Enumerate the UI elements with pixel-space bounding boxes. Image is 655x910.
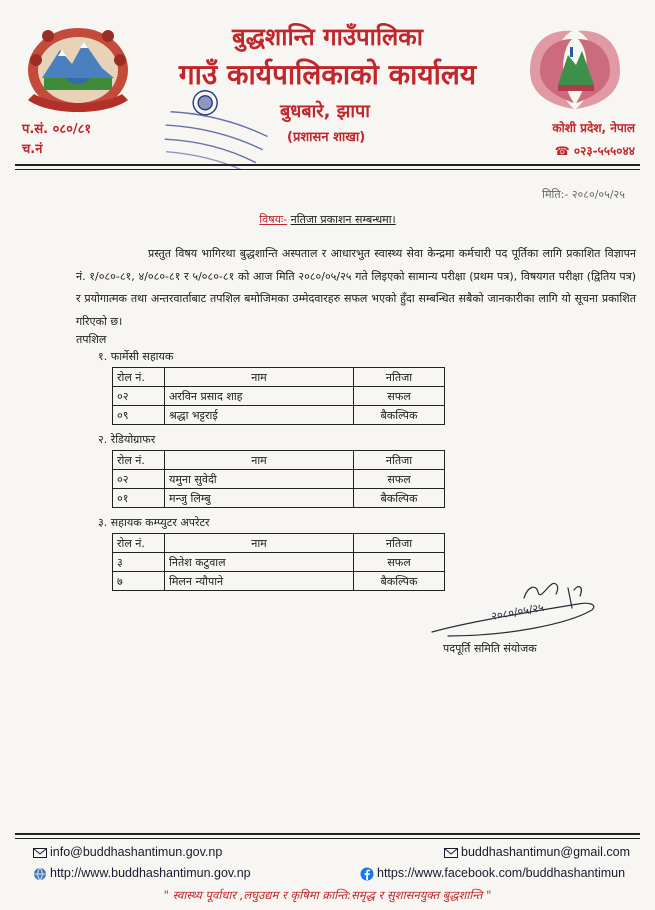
office-location: बुधबारे, झापा — [280, 101, 370, 122]
envelope-icon — [444, 848, 458, 858]
table-row — [113, 572, 445, 591]
office-name: गाउँ कार्यपालिकाको कार्यालय — [178, 58, 477, 91]
table-row — [113, 387, 445, 406]
column-header-roll: रोल नं. — [113, 534, 165, 553]
letter-date: मिति:- २०८०/०५/२५ — [542, 188, 625, 201]
name-cell: मिलन न्यौपाने — [165, 572, 354, 591]
column-header-result: नतिजा — [354, 368, 445, 387]
phone-number: ☎ ०२३-५५५०४४ — [554, 144, 635, 158]
reference-number: प.सं. ०८०/८१ — [22, 122, 92, 137]
table-row — [113, 470, 445, 489]
facebook-text: https://www.facebook.com/buddhashantimun — [377, 866, 626, 880]
body-paragraph: प्रस्तुत विषय भागिरथा बुद्धशान्ति अस्पताल र आधारभुत स्वास्थ्य सेवा केन्द्रमा कर्मचारी पद पूर्तिका लागि प्रकाशित विज्ञापन नं. १/०८०-८१, ४/०८०-८१ र ५/०८०-८१ को आज मिति २०८०/०५/२५ गते लिइएको सामान्य परीक्षा (प्रथम पत्र), विषयगत परीक्षा (द्वितिय पत्र) र प्रयोगात्मक तथा अन्तरवार्ताबाट तपशिल बमोजिमका उम्मेदवारहरु सफल भएको हुँदा सम्बन्धित सबैको जानकारीका लागि यो सूचना प्रकाशित गरिएको छ। — [76, 247, 636, 328]
official-email-text: info@buddhashantimun.gov.np — [50, 845, 223, 859]
name-cell: श्रद्धा भट्टराई — [165, 406, 354, 425]
roll-cell: ०२ — [113, 387, 165, 406]
subject-label: विषयः- — [259, 213, 288, 226]
column-header-name: नाम — [165, 368, 354, 387]
gmail-email[interactable] — [444, 845, 630, 859]
column-header-roll: रोल नं. — [113, 368, 165, 387]
results-table-computer-operator — [112, 533, 445, 591]
name-cell: नितेश कटुवाल — [165, 553, 354, 572]
results-table-pharmacy — [112, 367, 445, 425]
column-header-name: नाम — [165, 451, 354, 470]
footer-slogan: " स्वास्थ्य पूर्वाधार ,लघुउद्यम र कृषिमा क्रान्ति:समृद्ध र सुशासनयुक्त बुद्धशान्ति " — [163, 888, 492, 902]
name-cell: मन्जु लिम्बु — [165, 489, 354, 508]
signature-date: २०८०/०५/२५ — [490, 600, 545, 623]
subject-line — [0, 212, 655, 227]
website-text: http://www.buddhashantimun.gov.np — [50, 866, 251, 880]
table-header-row — [113, 534, 445, 553]
result-cell: बैकल्पिक — [354, 406, 445, 425]
column-header-roll: रोल नं. — [113, 451, 165, 470]
results-table-radiographer — [112, 450, 445, 508]
roll-cell: ३ — [113, 553, 165, 572]
header-divider — [15, 164, 640, 166]
branch-name: (प्रशासन शाखा) — [287, 130, 366, 145]
signatory-role: पदपूर्ति समिति संयोजक — [443, 642, 537, 655]
letter-body — [76, 243, 636, 333]
roll-cell: ०९ — [113, 406, 165, 425]
roll-cell: ०२ — [113, 470, 165, 489]
column-header-result: नतिजा — [354, 451, 445, 470]
table-row — [113, 553, 445, 572]
globe-icon — [33, 867, 47, 881]
facebook-icon — [360, 867, 374, 881]
office-seal-stamp — [158, 88, 278, 170]
result-cell: सफल — [354, 387, 445, 406]
column-header-result: नतिजा — [354, 534, 445, 553]
table-header-row — [113, 451, 445, 470]
facebook-link[interactable] — [360, 866, 625, 881]
handwritten-signature — [428, 578, 608, 640]
website-link[interactable] — [33, 866, 251, 881]
name-cell: अरविन प्रसाद शाह — [165, 387, 354, 406]
name-cell: यमुना सुवेदी — [165, 470, 354, 489]
result-cell: सफल — [354, 553, 445, 572]
municipality-logo — [520, 25, 630, 115]
section-heading-pharmacy: १. फार्मेसी सहायक — [98, 350, 174, 363]
section-heading-computer-operator: ३. सहायक कम्प्युटर अपरेटर — [98, 516, 210, 529]
subject-text: नतिजा प्रकाशन सम्बन्धमा। — [290, 213, 396, 226]
footer-divider-thin — [15, 838, 640, 839]
gmail-email-text: buddhashantimun@gmail.com — [461, 845, 631, 859]
roll-cell: ०१ — [113, 489, 165, 508]
roll-cell: ७ — [113, 572, 165, 591]
table-header-row — [113, 368, 445, 387]
header-divider-thin — [15, 169, 640, 170]
table-row — [113, 489, 445, 508]
details-heading: तपशिल — [76, 333, 107, 346]
municipality-name: बुद्धशान्ति गाउँपालिका — [232, 23, 423, 51]
envelope-icon — [33, 848, 47, 858]
column-header-name: नाम — [165, 534, 354, 553]
province-label: कोशी प्रदेश, नेपाल — [552, 121, 635, 135]
official-email[interactable] — [33, 845, 222, 859]
result-cell: बैकल्पिक — [354, 572, 445, 591]
section-heading-radiographer: २. रेडियोग्राफर — [98, 433, 156, 446]
table-row — [113, 406, 445, 425]
dispatch-number: च.नं — [22, 142, 43, 157]
result-cell: बैकल्पिक — [354, 489, 445, 508]
footer-divider — [15, 833, 640, 835]
result-cell: सफल — [354, 470, 445, 489]
